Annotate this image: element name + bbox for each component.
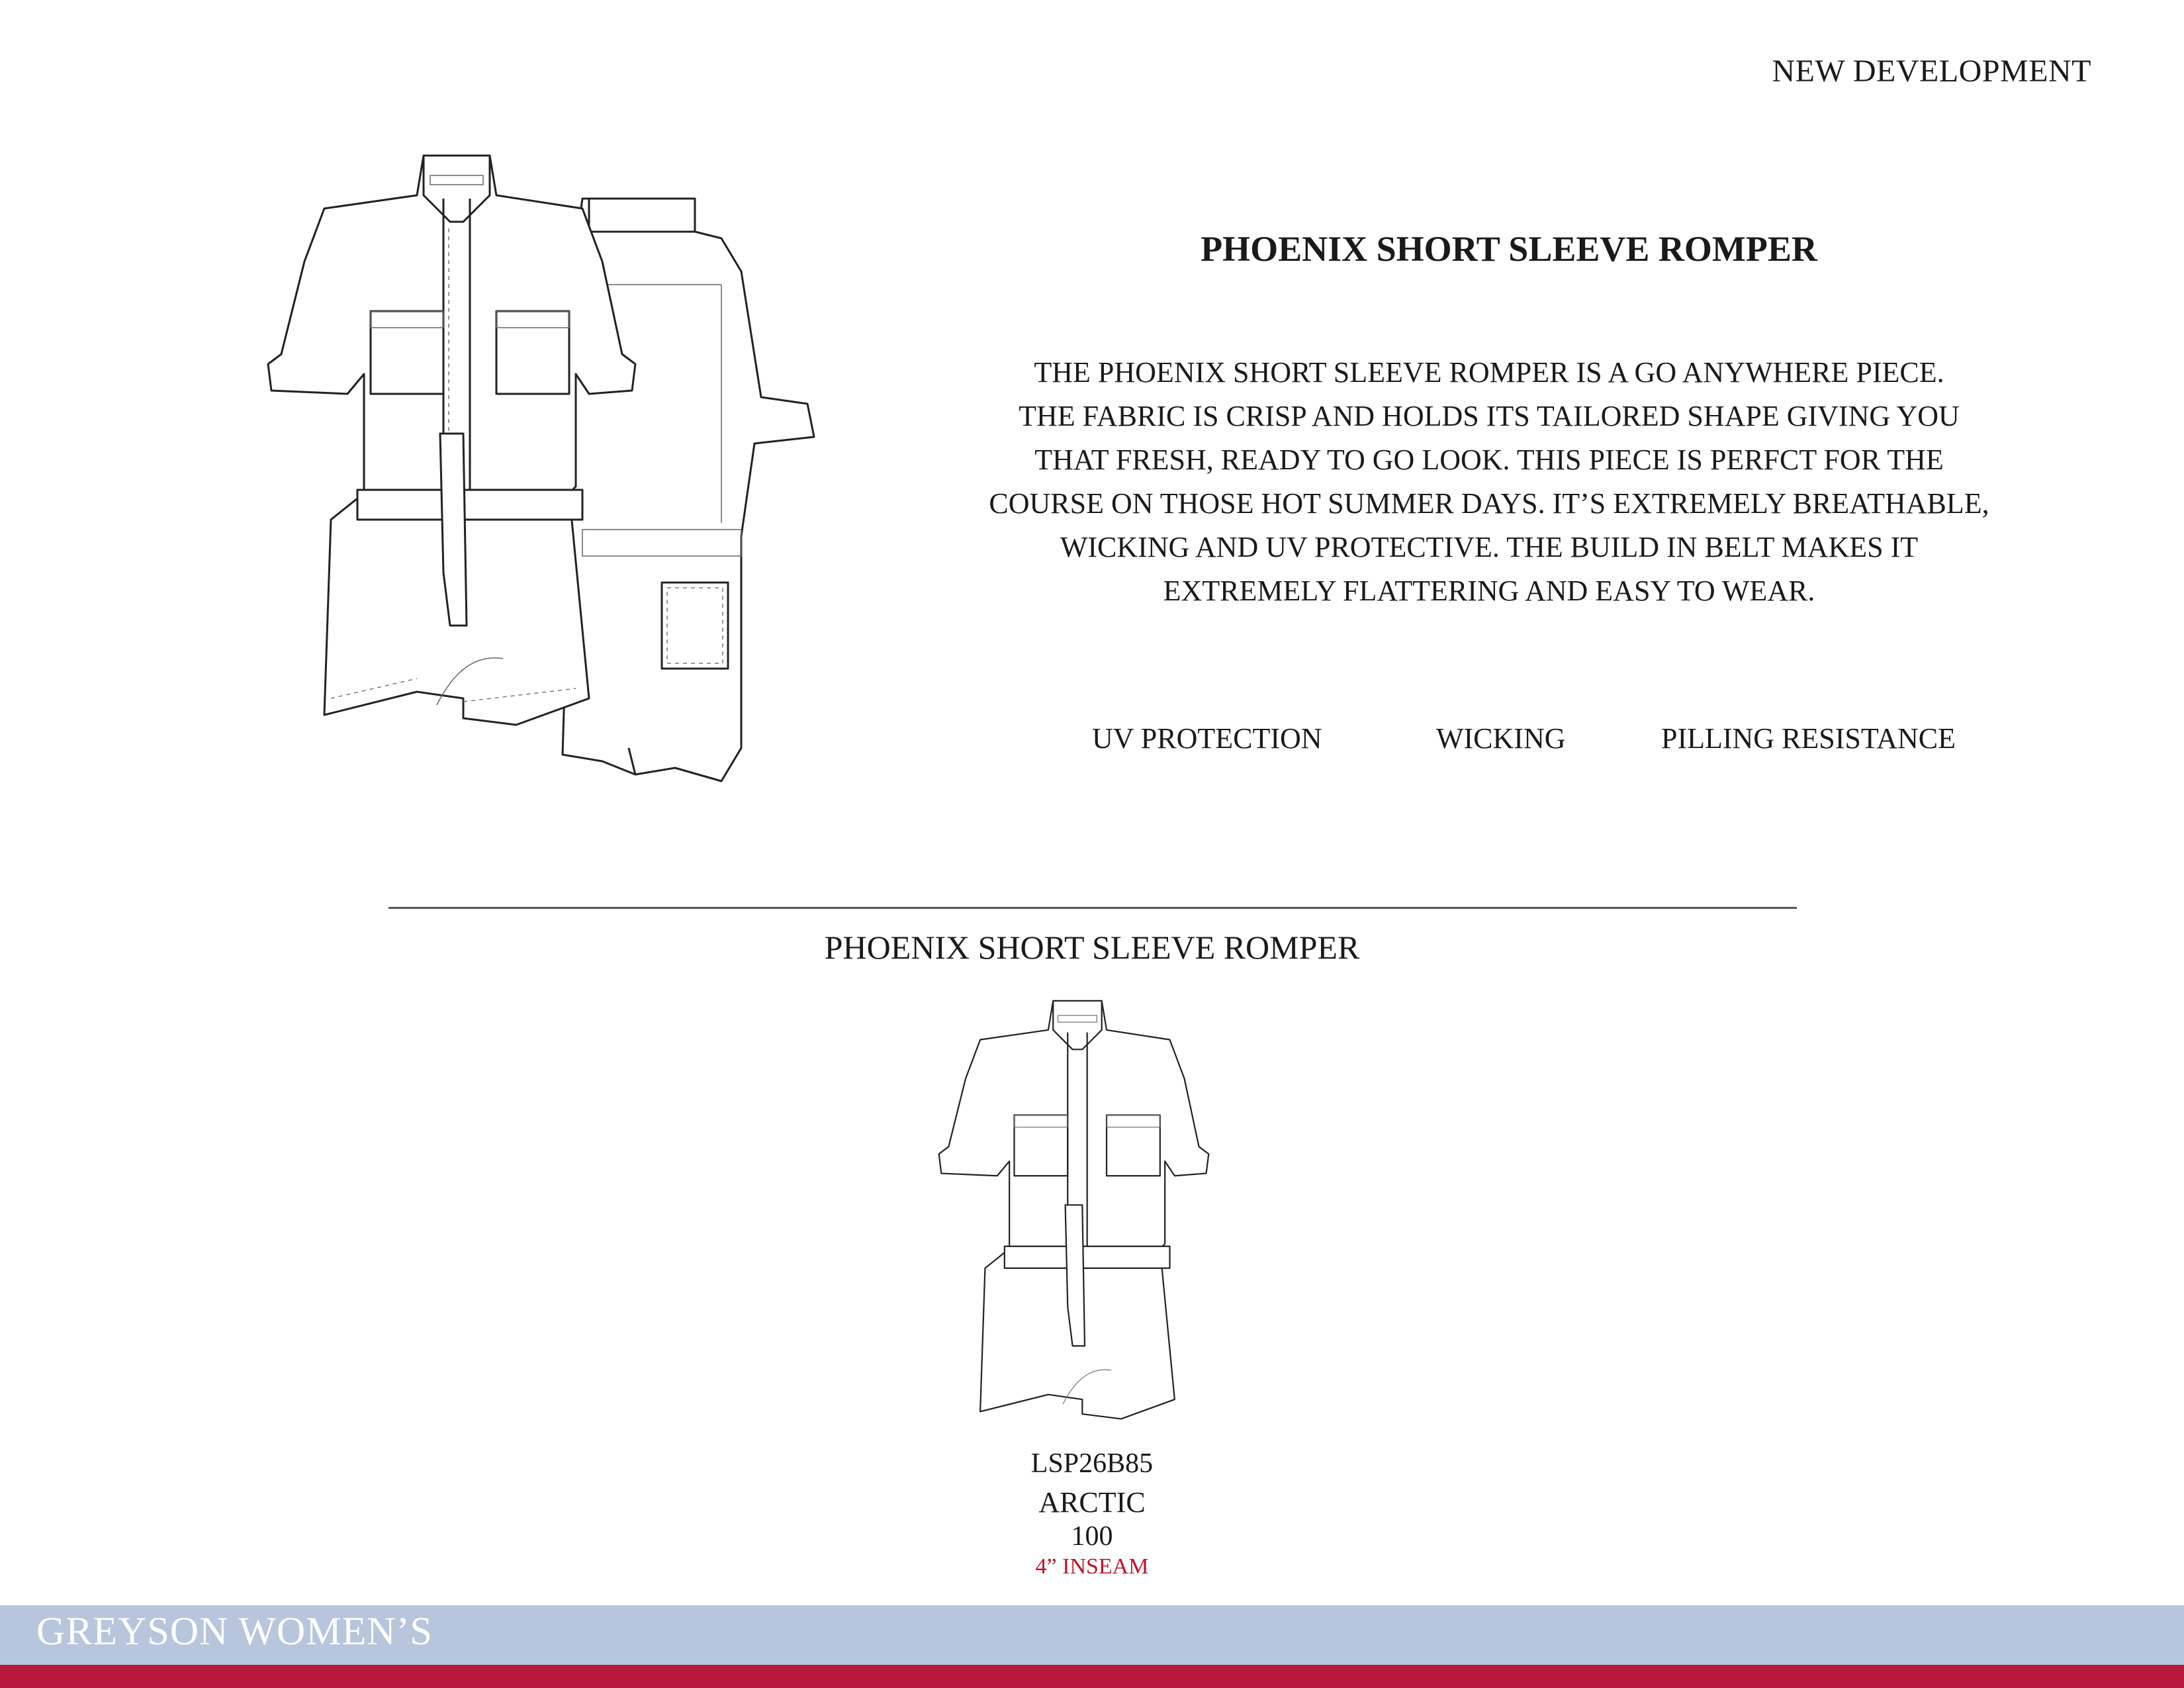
color-code: 100 [1071, 1521, 1113, 1552]
section-divider [388, 907, 1797, 909]
description-line: WICKING AND UV PROTECTIVE. THE BUILD IN BELT MAKES IT [1060, 531, 1919, 563]
feature-wicking: WICKING [1436, 722, 1566, 755]
description-line: THE FABRIC IS CRISP AND HOLDS ITS TAILORED SHAPE GIVING YOU [1019, 400, 1960, 432]
style-info [960, 1450, 1224, 1578]
product-description [913, 351, 2065, 613]
romper-front-sketch [265, 149, 688, 745]
brand-name: GREYSON WOMEN’S [36, 1609, 433, 1653]
feature-uv-protection: UV PROTECTION [1092, 722, 1322, 755]
colorway: ARCTIC [1038, 1486, 1146, 1519]
feature-pilling-resistance: PILLING RESISTANCE [1661, 722, 1956, 755]
description-line: COURSE ON THOSE HOT SUMMER DAYS. IT’S EXTREMELY BREATHABLE, [989, 487, 1989, 520]
description-line: THE PHOENIX SHORT SLEEVE ROMPER IS A GO ANYWHERE PIECE. [1034, 356, 1944, 389]
footer-stripe [0, 1665, 2184, 1688]
product-title: PHOENIX SHORT SLEEVE ROMPER [1201, 229, 1817, 269]
description-line: EXTREMELY FLATTERING AND EASY TO WEAR. [1163, 575, 1815, 607]
description-line: THAT FRESH, READY TO GO LOOK. THIS PIECE IS PERFCT FOR THE [1034, 444, 1944, 476]
style-code: LSP26B85 [1030, 1448, 1154, 1479]
new-development-label: NEW DEVELOPMENT [1772, 54, 2091, 89]
inseam-note: 4” INSEAM [1035, 1554, 1149, 1579]
style-title: PHOENIX SHORT SLEEVE ROMPER [824, 929, 1360, 966]
romper-front-small-sketch [936, 986, 1248, 1443]
